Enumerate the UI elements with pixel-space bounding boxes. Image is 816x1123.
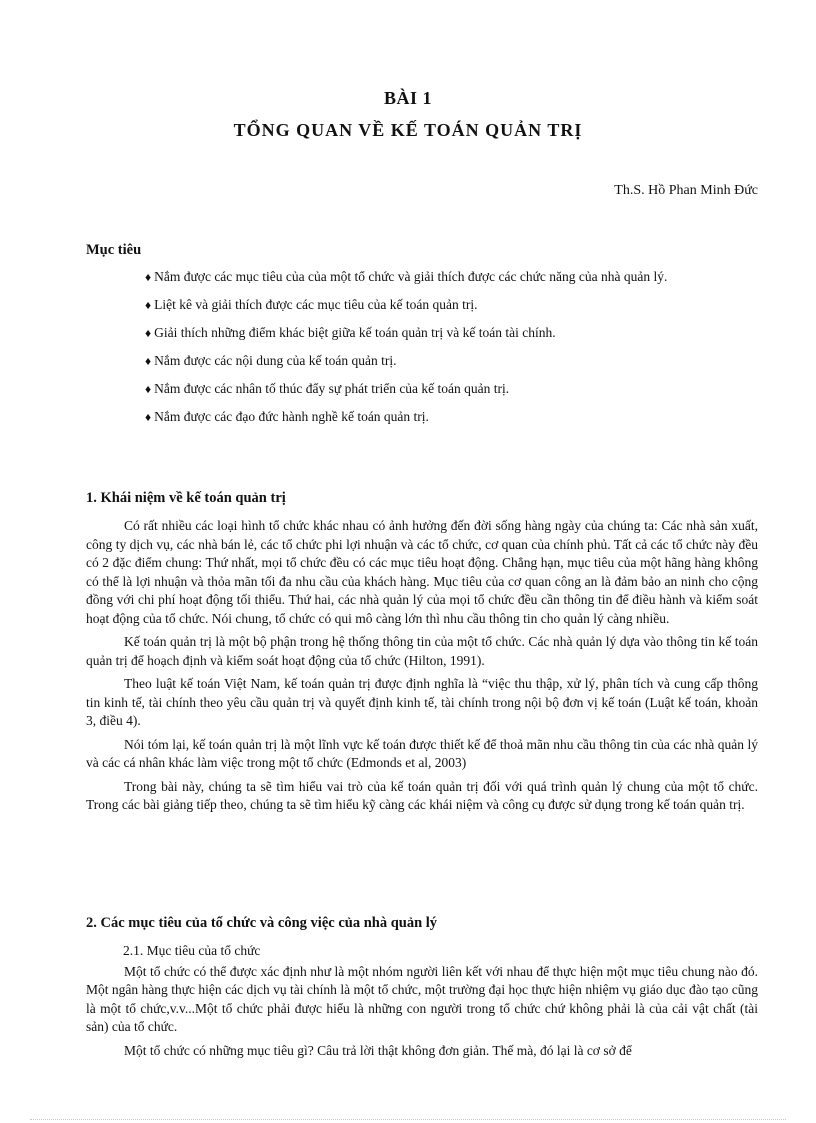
goal-item: ♦ Nắm được các đạo đức hành nghề kế toán quản trị. [145,409,429,424]
goal-item: ♦ Liệt kê và giải thích được các mục tiêu của kế toán quản trị. [145,297,478,312]
goals-list [145,268,757,436]
goal-item: ♦ Nắm được các mục tiêu của của một tổ chức và giải thích được các chức năng của nhà quản lý. [145,269,668,284]
section-heading: 1. Khái niệm về kế toán quản trị [86,490,286,506]
paragraph: Kế toán quản trị là một bộ phận trong hệ thống thông tin của một tổ chức. Các nhà quản lý dựa vào thông tin kế toán quản trị để hoạch định và kiểm soát hoạt động của tổ chức (Hilton, 1991). [86,634,758,668]
diamond-bullet-icon: ♦ [145,298,152,312]
section-concept [86,490,758,820]
lesson-number: BÀI 1 [383,88,432,108]
diamond-bullet-icon: ♦ [145,382,152,396]
paragraph: Có rất nhiều các loại hình tổ chức khác nhau có ảnh hưởng đến đời sống hàng ngày của chúng ta: Các nhà sản xuất, công ty dịch vụ, các nhà bán lẻ, các tổ chức phi lợi nhuận và các tổ chức, cơ quan của chính phủ. Tất cả các tổ chức này đều có 2 đặc điểm chung: Thứ nhất, mọi tổ chức đều có các mục tiêu hoạt động. Chẳng hạn, mục tiêu của một hãng hàng không có thể là lợi nhuận và thỏa mãn tối đa nhu cầu của khách hàng. Mục tiêu của cơ quan công an là đảm bảo an ninh cho cộng đồng với chi phí hoạt động tối thiểu. Thứ hai, các nhà quản lý của mọi tổ chức đều cần thông tin để điều hành và kiểm soát hoạt động của tổ chức. Nói chung, tổ chức có qui mô càng lớn thì nhu cầu thông tin cho quản lý càng nhiều. [86,518,758,626]
paragraph: Trong bài này, chúng ta sẽ tìm hiểu vai trò của kế toán quản trị đối với quá trình quản lý chung của một tổ chức. Trong các bài giảng tiếp theo, chúng ta sẽ tìm hiểu kỹ càng các khái niệm và công cụ được sử dụng trong kế toán quản trị. [86,778,758,812]
goals-heading: Mục tiêu [86,242,142,258]
section-goals-managers [86,915,758,1065]
diamond-bullet-icon: ♦ [145,326,152,340]
paragraph: Một tổ chức có những mục tiêu gì? Câu trả lời thật không đơn giản. Thế mà, đó lại là cơ sở để [124,1042,632,1058]
goal-item: ♦ Giải thích những điểm khác biệt giữa kế toán quản trị và kế toán tài chính. [145,325,556,340]
paragraph: Nói tóm lại, kế toán quản trị là một lĩnh vực kế toán được thiết kế để thoả mãn nhu cầu thông tin của các nhà quản lý và các cá nhân khác làm việc trong một tổ chức (Edmonds et al, 2003) [86,736,758,770]
subsection-heading: 2.1. Mục tiêu của tổ chức [123,943,261,958]
page-bottom-divider [30,1119,786,1120]
paragraph: Theo luật kế toán Việt Nam, kế toán quản trị được định nghĩa là “việc thu thập, xử lý, phân tích và cung cấp thông tin kinh tế, tài chính theo yêu cầu quản trị và quyết định kinh tế, tài chính trong nội bộ đơn vị kế toán (Luật kế toán, khoản 3, điều 4). [86,676,758,728]
goal-item: ♦ Nắm được các nội dung của kế toán quản trị. [145,353,397,368]
section-heading: 2. Các mục tiêu của tổ chức và công việc của nhà quản lý [86,915,438,931]
diamond-bullet-icon: ♦ [145,410,152,424]
paragraph: Một tổ chức có thể được xác định như là một nhóm người liên kết với nhau để thực hiện một mục tiêu chung nào đó. Một ngân hàng thực hiện các dịch vụ tài chính là một tổ chức, một trường đại học thực hiện nhiệm vụ giáo dục đào tạo cũng là một tổ chức,v.v...Một tổ chức phải được hiểu là những con người trong tổ chức chứ không phải là của cải vật chất (tài sản) của tổ chức. [86,963,758,1034]
diamond-bullet-icon: ♦ [145,354,152,368]
diamond-bullet-icon: ♦ [145,270,152,284]
author: Th.S. Hồ Phan Minh Đức [614,183,758,198]
page-title: TỔNG QUAN VỀ KẾ TOÁN QUẢN TRỊ [233,120,583,140]
goal-item: ♦ Nắm được các nhân tố thúc đẩy sự phát triển của kế toán quản trị. [145,381,510,396]
